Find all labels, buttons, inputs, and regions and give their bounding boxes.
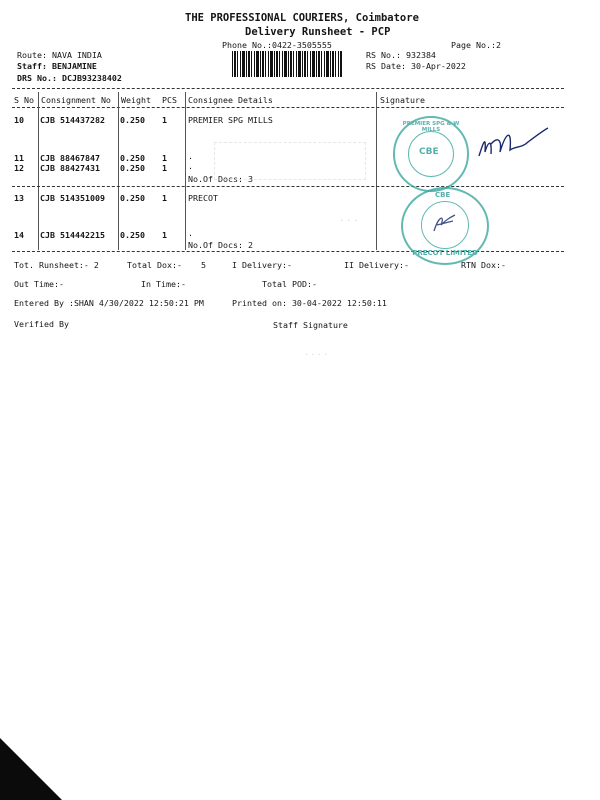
page-number: Page No.:2 [451,40,501,50]
route: Route: NAVA INDIA [17,50,102,60]
col-consignee: Consignee Details [188,95,273,105]
divider [12,251,564,252]
col-weight: Weight [121,95,151,105]
row-consignment: CJB 514351009 [40,193,105,203]
company-name: THE PROFESSIONAL COURIERS, Coimbatore [185,12,419,24]
row-sno: 13 [14,193,24,203]
row-weight: 0.250 [120,115,145,125]
row-consignment: CJB 514442215 [40,230,105,240]
rs-number: RS No.: 932384 [366,50,436,60]
faded-stamp-smudge [214,142,366,180]
company-stamp [401,187,489,265]
row-weight: 0.250 [120,230,145,240]
docs-count: No.Of Docs: 3 [188,174,253,184]
row-pcs: 1 [162,193,167,203]
row-pcs: 1 [162,163,167,173]
row-sno: 12 [14,163,24,173]
drs-number: DRS No.: DCJB93238402 [17,73,122,83]
row-details: PREMIER SPG MILLS [188,115,273,125]
printed-on: Printed on: 30-04-2022 12:50:11 [232,298,387,308]
divider [12,186,564,187]
rs-date: RS Date: 30-Apr-2022 [366,61,466,71]
stamp-center: CBE [435,191,451,199]
col-sno: S No [14,95,34,105]
total-dox-label: Total Dox:- [127,260,182,270]
row-consignment: CJB 514437282 [40,115,105,125]
i-delivery: I Delivery:- [232,260,292,270]
row-details: PRECOT [188,193,218,203]
row-details: . [188,151,193,161]
total-pod: Total POD:- [262,279,317,289]
in-time: In Time:- [141,279,186,289]
column-line [376,92,377,250]
row-details: . [188,161,193,171]
faded-stamp-smudge: · · · [340,214,358,227]
total-dox-value: 5 [201,260,206,270]
row-details: . [188,228,193,238]
row-weight: 0.250 [120,163,145,173]
row-consignment: CJB 88467847 [40,153,100,163]
scan-corner [0,738,62,800]
column-line [185,92,186,250]
row-pcs: 1 [162,115,167,125]
row-weight: 0.250 [120,153,145,163]
row-sno: 10 [14,115,24,125]
row-weight: 0.250 [120,193,145,203]
stamp-text: PREMIER SPG & W MILLS [402,121,460,133]
entered-by: Entered By :SHAN 4/30/2022 12:50:21 PM [14,298,204,308]
runsheet-title: Delivery Runsheet - PCP [245,26,391,38]
col-consignment: Consignment No [41,95,111,105]
barcode [232,51,342,77]
rtn-dox: RTN Dox:- [461,260,506,270]
verified-by: Verified By [14,319,69,329]
divider [12,88,564,89]
row-pcs: 1 [162,153,167,163]
row-sno: 14 [14,230,24,240]
faded-stamp-smudge: · · · · [305,350,328,361]
ii-delivery: II Delivery:- [344,260,409,270]
stamp-center: CBE [419,147,439,157]
row-consignment: CJB 88427431 [40,163,100,173]
tot-runsheet: Tot. Runsheet:- 2 [14,260,99,270]
handwritten-signature [476,122,552,164]
phone-number: Phone No.:0422-3505555 [222,40,332,50]
column-line [118,92,119,250]
stamp-text: PRECOT LIMITED [412,249,478,257]
docs-count: No.Of Docs: 2 [188,240,253,250]
out-time: Out Time:- [14,279,64,289]
col-pcs: PCS [162,95,177,105]
staff: Staff: BENJAMINE [17,61,97,71]
staff-signature: Staff Signature [273,320,348,330]
divider [12,107,564,108]
row-sno: 11 [14,153,24,163]
column-line [38,92,39,250]
company-stamp [393,116,469,192]
row-pcs: 1 [162,230,167,240]
col-signature: Signature [380,95,425,105]
stamp-signature [431,211,459,235]
